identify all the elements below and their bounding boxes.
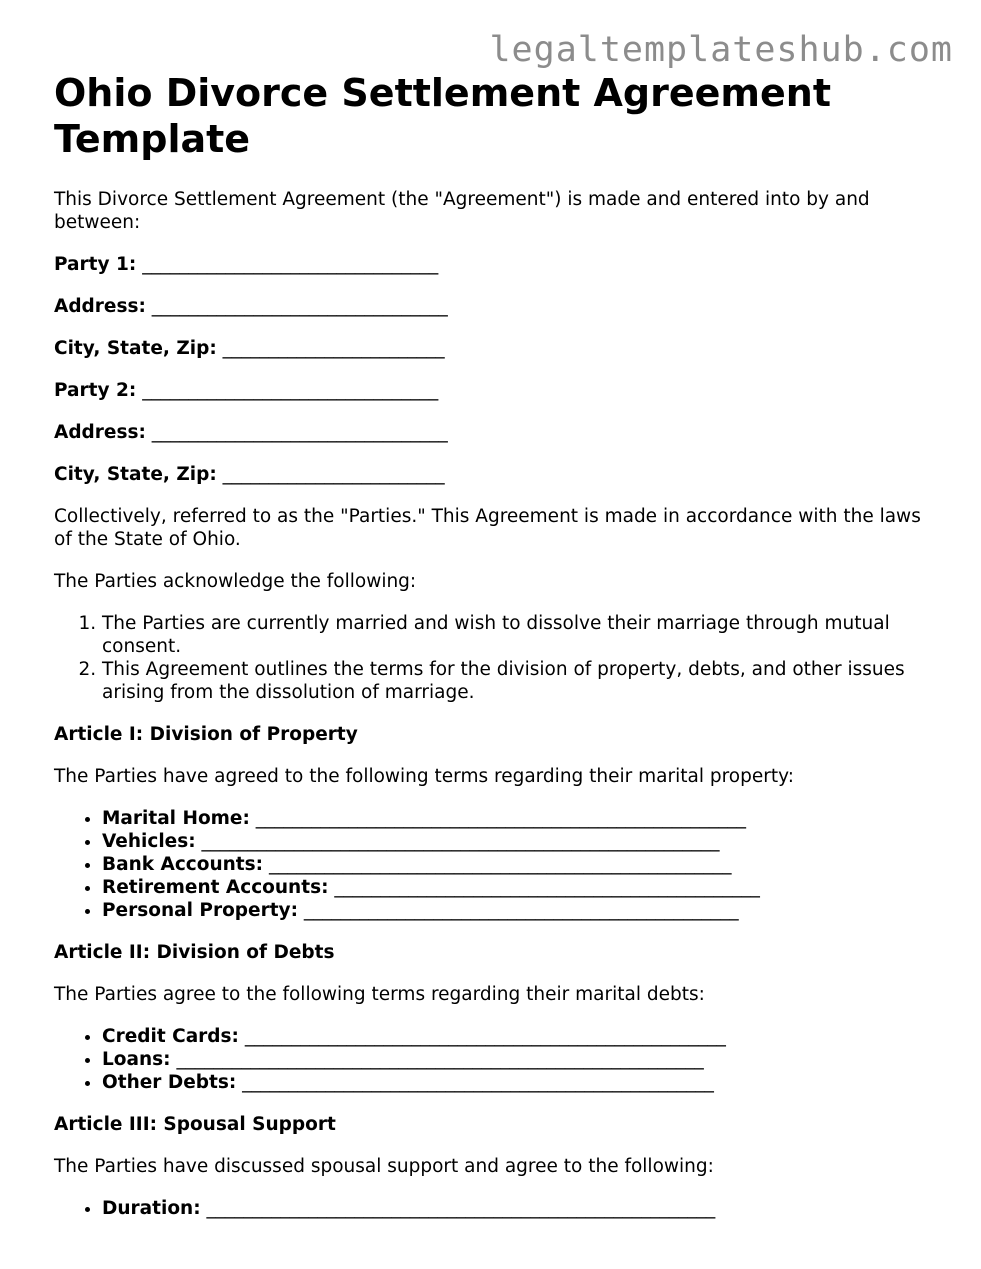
bank-accounts-blank[interactable]: __________________________________________________	[268, 854, 732, 875]
party-1-blank[interactable]: ________________________________	[142, 254, 439, 275]
party-2-field: Party 2: ________________________________	[54, 380, 439, 401]
other-debts-blank[interactable]: ___________________________________________________	[242, 1072, 714, 1093]
document-page	[54, 70, 934, 1239]
list-item: • Loans: _________________________________________________________	[102, 1048, 934, 1071]
marital-home-blank[interactable]: _____________________________________________________	[255, 808, 747, 829]
party-1-field: Party 1: ________________________________	[54, 254, 439, 275]
article-2-intro: The Parties agree to the following terms regarding their marital debts:	[54, 984, 705, 1005]
party-1-address-field: Address: ________________________________	[54, 296, 448, 317]
article-3-heading: Article III: Spousal Support	[54, 1114, 336, 1135]
intro-paragraph: This Divorce Settlement Agreement (the "Agreement") is made and entered into by and between:	[54, 189, 870, 233]
list-item: • Personal Property: _______________________________________________	[102, 899, 934, 922]
credit-cards-blank[interactable]: ____________________________________________________	[244, 1026, 726, 1047]
list-item: 1. The Parties are currently married and wish to dissolve their marriage through mutual consent.	[102, 612, 934, 658]
article-1-intro: The Parties have agreed to the following terms regarding their marital property:	[54, 766, 794, 787]
retirement-accounts-blank[interactable]: ______________________________________________	[334, 877, 760, 898]
list-item: • Other Debts: ___________________________________________________	[102, 1071, 934, 1094]
article-1-heading: Article I: Division of Property	[54, 724, 358, 745]
watermark: legaltemplateshub.com	[489, 30, 953, 70]
list-item: • Bank Accounts: __________________________________________________	[102, 853, 934, 876]
party-2-address-blank[interactable]: ________________________________	[151, 422, 448, 443]
party-2-blank[interactable]: ________________________________	[142, 380, 439, 401]
article-3-list	[54, 1197, 934, 1220]
article-3-intro: The Parties have discussed spousal support and agree to the following:	[54, 1156, 714, 1177]
list-item: 2. This Agreement outlines the terms for the division of property, debts, and other issues arising from the dissolution of marriage.	[102, 658, 934, 704]
personal-property-blank[interactable]: _______________________________________________	[303, 900, 739, 921]
acknowledgement-list	[54, 612, 934, 704]
article-2-heading: Article II: Division of Debts	[54, 942, 335, 963]
party-1-city-field: City, State, Zip: ________________________	[54, 338, 445, 359]
list-item: • Duration: _______________________________________________________	[102, 1197, 934, 1220]
list-item: • Vehicles: ________________________________________________________	[102, 830, 934, 853]
list-item: • Marital Home: _____________________________________________________	[102, 807, 934, 830]
party-2-city-blank[interactable]: ________________________	[222, 464, 445, 485]
party-1-address-blank[interactable]: ________________________________	[151, 296, 448, 317]
document-title: Ohio Divorce Settlement Agreement Template	[54, 71, 831, 161]
duration-blank[interactable]: _______________________________________________________	[206, 1198, 716, 1219]
article-1-list	[54, 807, 934, 922]
list-item: • Retirement Accounts: ______________________________________________	[102, 876, 934, 899]
party-1-city-blank[interactable]: ________________________	[222, 338, 445, 359]
collective-paragraph: Collectively, referred to as the "Parties." This Agreement is made in accordance with the laws of the State of Ohio.	[54, 506, 921, 550]
acknowledge-intro: The Parties acknowledge the following:	[54, 571, 417, 592]
list-item: • Credit Cards: ____________________________________________________	[102, 1025, 934, 1048]
party-2-address-field: Address: ________________________________	[54, 422, 448, 443]
party-2-city-field: City, State, Zip: ________________________	[54, 464, 445, 485]
vehicles-blank[interactable]: ________________________________________________________	[201, 831, 720, 852]
loans-blank[interactable]: _________________________________________________________	[176, 1049, 704, 1070]
article-2-list	[54, 1025, 934, 1094]
